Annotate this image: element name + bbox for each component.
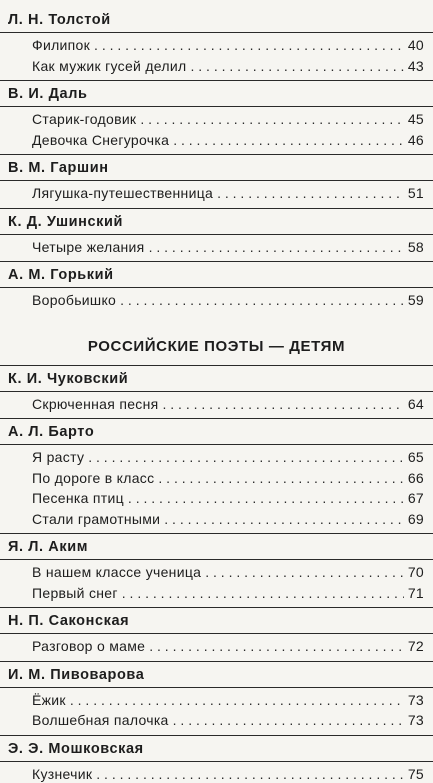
page-number: 58 bbox=[407, 238, 424, 255]
dot-leader bbox=[88, 448, 404, 466]
author-underline bbox=[0, 32, 433, 33]
page-number: 59 bbox=[407, 292, 424, 308]
entry-title: Четыре желания bbox=[32, 238, 145, 255]
author-underline bbox=[0, 687, 433, 688]
entry-title: Разговор о маме bbox=[32, 638, 146, 654]
page-number: 70 bbox=[407, 564, 424, 580]
dot-leader bbox=[217, 184, 404, 202]
divider-line bbox=[0, 208, 433, 209]
page-number: 72 bbox=[407, 638, 424, 654]
author-underline bbox=[0, 761, 433, 762]
page-number: 75 bbox=[407, 765, 424, 782]
author-name: К. Д. Ушинский bbox=[8, 213, 124, 230]
author-name: В. М. Гаршин bbox=[8, 160, 109, 176]
divider-line bbox=[0, 365, 433, 366]
page-number: 73 bbox=[407, 691, 424, 708]
entry-title: Филипок bbox=[32, 37, 91, 53]
author-underline bbox=[0, 287, 433, 288]
entry-title: Кузнечик bbox=[32, 765, 93, 782]
entry-title: Ёжик bbox=[32, 691, 66, 708]
dot-leader bbox=[140, 110, 403, 128]
toc-entry[interactable] bbox=[32, 110, 424, 128]
dot-leader bbox=[164, 510, 404, 528]
entry-title: Воробьишко bbox=[32, 292, 117, 308]
dot-leader bbox=[149, 637, 404, 655]
divider-line bbox=[0, 533, 433, 534]
toc-entry[interactable] bbox=[32, 584, 424, 602]
toc-entry[interactable] bbox=[32, 469, 424, 487]
toc-entry[interactable] bbox=[32, 563, 424, 581]
toc-entry[interactable] bbox=[32, 489, 424, 507]
dot-leader bbox=[173, 711, 404, 729]
toc-entry[interactable] bbox=[32, 36, 424, 54]
author-underline bbox=[0, 180, 433, 181]
entry-title: Скрюченная песня bbox=[32, 395, 159, 412]
author-underline bbox=[0, 106, 433, 107]
dot-leader bbox=[191, 57, 404, 75]
entry-title: По дороге в класс bbox=[32, 469, 155, 486]
author-name: Л. Н. Толстой bbox=[8, 12, 111, 28]
toc-entry[interactable] bbox=[32, 238, 424, 256]
toc-entry[interactable] bbox=[32, 765, 424, 783]
divider-line bbox=[0, 661, 433, 662]
divider-line bbox=[0, 418, 433, 419]
author-name: К. И. Чуковский bbox=[8, 370, 129, 387]
entry-title: Как мужик гусей делил bbox=[32, 57, 187, 74]
toc-entry[interactable] bbox=[32, 448, 424, 466]
toc-entry[interactable] bbox=[32, 395, 424, 413]
divider-line bbox=[0, 154, 433, 155]
entry-title: Стали грамотными bbox=[32, 510, 161, 527]
toc-entry[interactable] bbox=[32, 291, 424, 309]
author-underline bbox=[0, 559, 433, 560]
page-number: 40 bbox=[407, 37, 424, 53]
author-name: Я. Л. Аким bbox=[8, 539, 89, 555]
toc-entry[interactable] bbox=[32, 691, 424, 709]
toc-entry[interactable] bbox=[32, 57, 424, 75]
divider-line bbox=[0, 80, 433, 81]
page-number: 65 bbox=[407, 449, 424, 465]
dot-leader bbox=[205, 563, 404, 581]
entry-title: Первый снег bbox=[32, 584, 118, 601]
dot-leader bbox=[163, 395, 404, 413]
entry-title: В нашем классе ученица bbox=[32, 564, 202, 580]
dot-leader bbox=[128, 489, 404, 507]
dot-leader bbox=[122, 584, 404, 602]
page-number: 64 bbox=[407, 395, 424, 412]
entry-title: Я расту bbox=[32, 449, 85, 465]
toc-entry[interactable] bbox=[32, 131, 424, 149]
toc-entry[interactable] bbox=[32, 510, 424, 528]
author-name: В. И. Даль bbox=[8, 86, 88, 102]
dot-leader bbox=[173, 131, 404, 149]
dot-leader bbox=[149, 238, 404, 256]
dot-leader bbox=[96, 765, 404, 783]
page-number: 73 bbox=[407, 712, 424, 728]
author-underline bbox=[0, 633, 433, 634]
section-heading: РОССИЙСКИЕ ПОЭТЫ — ДЕТЯМ bbox=[87, 337, 346, 355]
divider-line bbox=[0, 735, 433, 736]
author-name: А. Л. Барто bbox=[8, 424, 95, 440]
dot-leader bbox=[120, 291, 404, 309]
toc-entry[interactable] bbox=[32, 184, 424, 202]
entry-title: Старик-годовик bbox=[32, 111, 137, 127]
author-underline bbox=[0, 444, 433, 445]
author-underline bbox=[0, 234, 433, 235]
dot-leader bbox=[94, 36, 404, 54]
toc-entry[interactable] bbox=[32, 637, 424, 655]
page-number: 46 bbox=[407, 131, 424, 148]
page-number: 43 bbox=[407, 57, 424, 74]
divider-line bbox=[0, 607, 433, 608]
entry-title: Волшебная палочка bbox=[32, 712, 169, 728]
entry-title: Песенка птиц bbox=[32, 490, 124, 506]
author-name: А. М. Горький bbox=[8, 267, 114, 283]
author-underline bbox=[0, 391, 433, 392]
page-number: 67 bbox=[407, 490, 424, 506]
dot-leader bbox=[70, 691, 404, 709]
page-number: 51 bbox=[407, 185, 424, 201]
dot-leader bbox=[158, 469, 403, 487]
author-name: Э. Э. Мошковская bbox=[8, 740, 144, 757]
author-name: Н. П. Саконская bbox=[8, 613, 130, 629]
entry-title: Девочка Снегурочка bbox=[32, 131, 170, 148]
page-number: 45 bbox=[407, 111, 424, 127]
page-number: 66 bbox=[407, 469, 424, 486]
author-name: И. М. Пивоварова bbox=[8, 666, 145, 683]
toc-entry[interactable] bbox=[32, 711, 424, 729]
page-number: 71 bbox=[407, 584, 424, 601]
entry-title: Лягушка-путешественница bbox=[32, 185, 214, 201]
page-number: 69 bbox=[407, 510, 424, 527]
divider-line bbox=[0, 261, 433, 262]
